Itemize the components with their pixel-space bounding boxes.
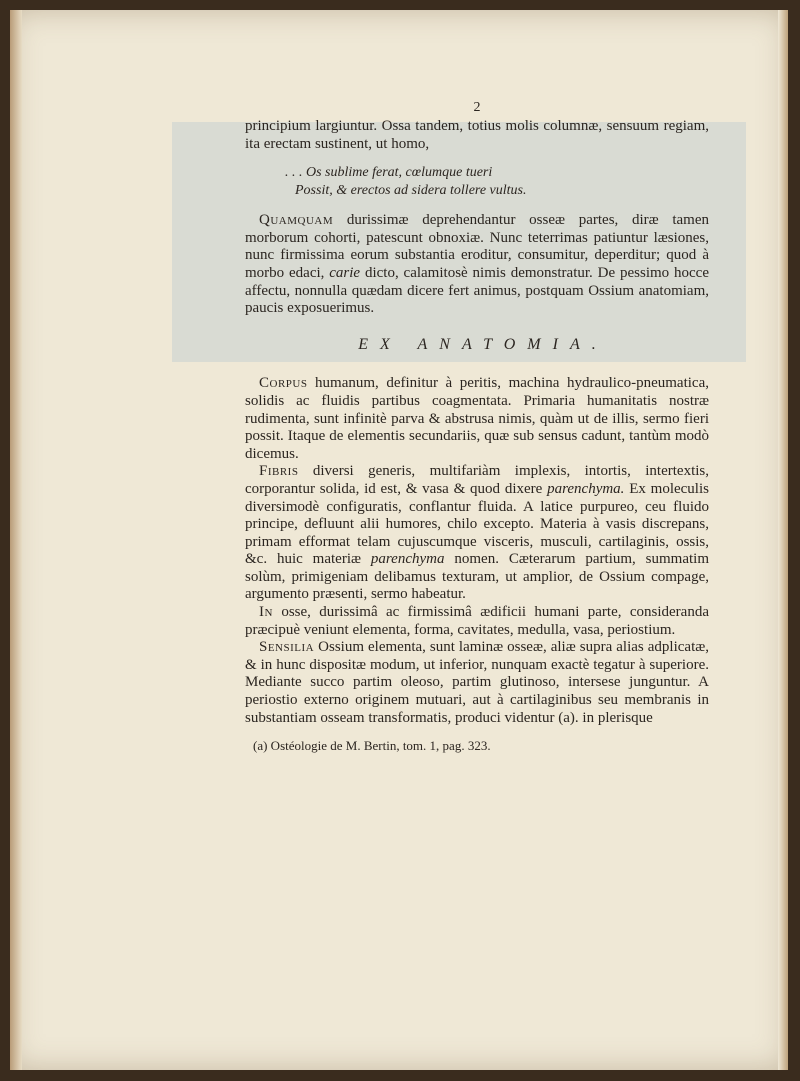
paragraph-in-osse xyxy=(245,604,709,639)
verse-line-2: Possit, & erectos ad sidera tollere vultus. xyxy=(295,183,527,199)
paragraph-text: osse, durissimâ ac firmissimâ ædificii humani parte, consideranda præcipuè veniunt elementa, forma, cavitates, medulla, vasa, periostium. xyxy=(245,604,709,638)
page-right-edge xyxy=(778,10,788,1070)
page-number: 2 xyxy=(473,100,481,115)
paragraph-text: humanum, definitur à peritis, machina hydraulico-pneumatica, solidis ac fluidis partibus coagmentata. Primaria humanitatis nostræ rudimenta, sunt infinitè parva & abstrusa nimis, quàm ut de illis, sermo fieri possit. Itaque de elementis secundariis, quæ sub sensus cadunt, tantùm modò dicemus. xyxy=(245,375,709,462)
paragraph-text: Ex moleculis diversimodè configuratis, conflantur fluida. A latice purpureo, ceu fluido principe, defluunt alii humores, chilo excepto. Materia à vasis discrepans, primam efformat telam cujuscumque visceris, musculi, cartilaginis, ossis, &c. huic materiæ xyxy=(245,480,709,568)
intro-paragraph: principium largiuntur. Ossa tandem, totius molis columnæ, sensuum regiam, ita erectam sustinent, ut homo, xyxy=(245,118,709,152)
paragraph-text: dicto, calamitosè nimis demonstratur. De pessimo hocce affectu, nonnulla quædam dicere fert animus, postquam Ossium anatomiam, paucis exposuerimus. xyxy=(245,264,709,317)
lead-word: Fibris xyxy=(259,463,299,480)
paragraph-text: nomen. Cæterarum partium, summatim solùm, primigeniam delibamus texturam, ut amplior, de Ossium compage, argumento præsenti, sermo habeatur. xyxy=(245,551,710,603)
page-left-edge xyxy=(10,10,22,1070)
paragraph-text: durissimæ deprehendantur osseæ partes, diræ tamen morborum cohorti, patescunt obnoxiæ. Nunc teterrimas patiuntur læsiones, nunc firmissima eorum substantia eroditur, consumitur, deperditur; quod à morbo edaci, xyxy=(245,212,709,281)
section-heading: EX ANATOMIA. xyxy=(358,335,608,353)
verse-quote xyxy=(245,164,709,200)
italic-term: parenchyma xyxy=(370,551,445,568)
lead-word: Sensilia xyxy=(259,639,315,656)
lead-word: Quamquam xyxy=(259,212,334,229)
lead-word: Corpus xyxy=(259,375,308,392)
paragraph-text: Ossium elementa, sunt laminæ osseæ, aliæ supra alias adplicatæ, & in hunc dispositæ modum, ut inferior, nunquam exactè tegatur à superiore. Mediante succo partim oleoso, partim glutinoso, intersese junguntur. A periostio externo originem mutuari, aut à cartilaginibus seu membranis in substantiam osseam transformatis, produci videntur (a). in plerisque xyxy=(245,639,709,726)
lead-word: In xyxy=(259,604,273,621)
paragraph-corpus xyxy=(245,375,709,463)
page-text xyxy=(245,100,709,755)
paragraph-text: diversi generis, multifariàm implexis, intortis, intertextis, corporantur solida, id est, & vasa & quod dixere xyxy=(245,463,709,497)
paragraph-fibris xyxy=(245,463,709,604)
italic-term: parenchyma. xyxy=(547,480,625,497)
verse-line-1: . . . Os sublime ferat, cœlumque tueri xyxy=(285,165,493,181)
paragraph-quamquam xyxy=(245,212,709,318)
paragraph-sensilia xyxy=(245,639,709,727)
italic-term: carie xyxy=(329,264,361,281)
footnote: (a) Ostéologie de M. Bertin, tom. 1, pag. 323. xyxy=(253,738,491,754)
